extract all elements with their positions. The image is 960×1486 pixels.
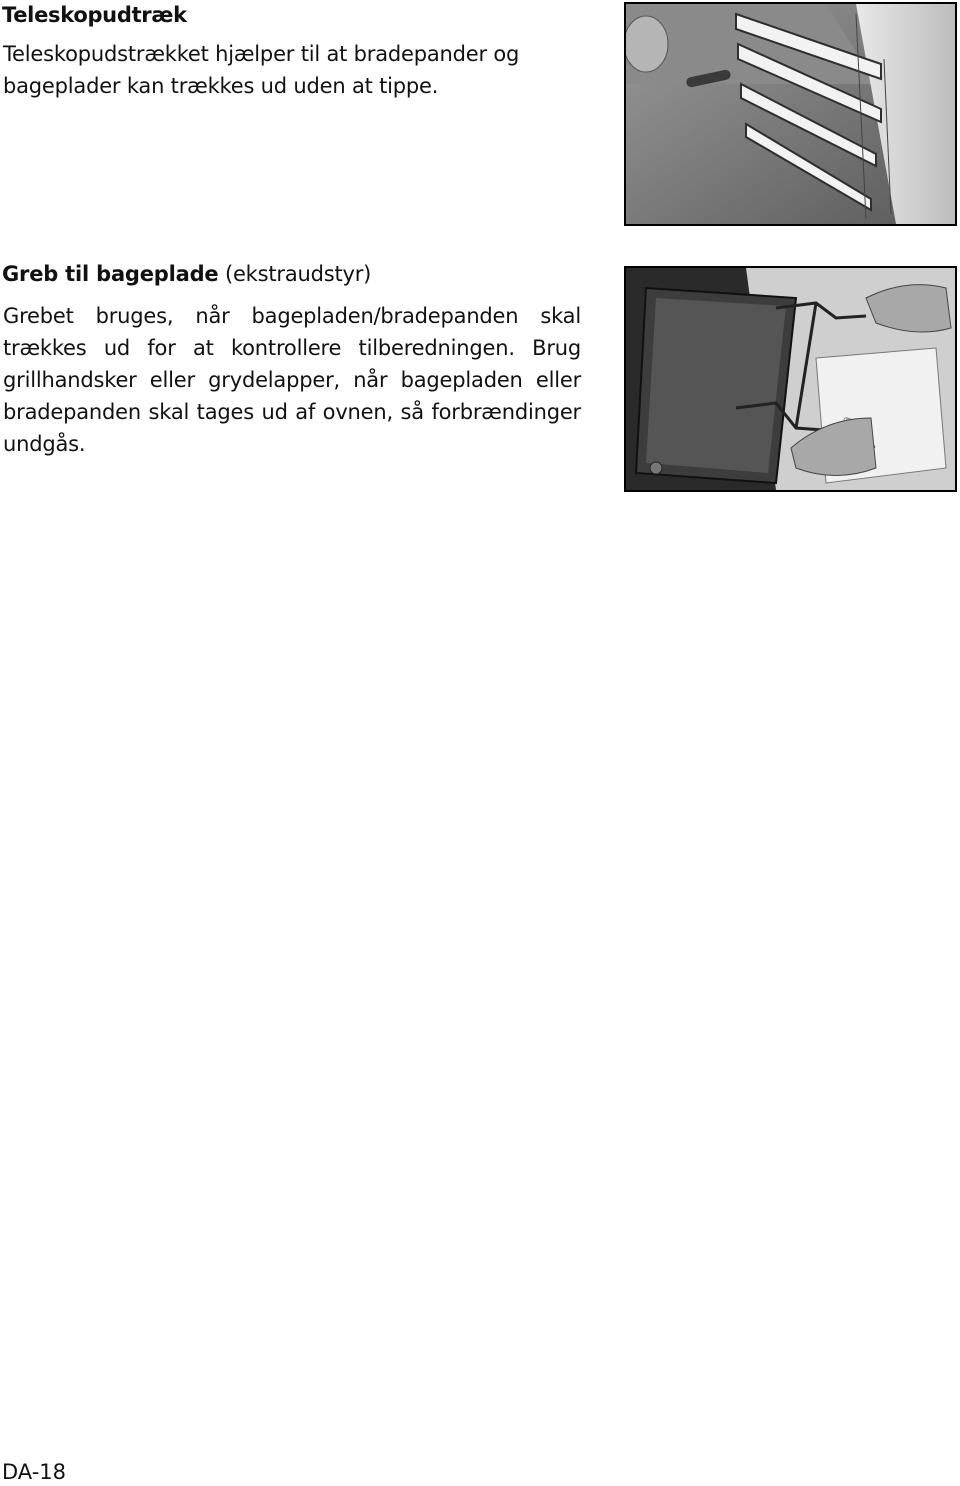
oven-runners-drawing bbox=[626, 4, 955, 224]
section-title-tray-handle-bold: Greb til bageplade bbox=[2, 262, 219, 286]
section-body-telescopic: Teleskopudstrækket hjælper til at bradepander og bageplader kan trækkes ud uden at tippe. bbox=[3, 42, 520, 98]
section-title-tray-handle bbox=[2, 258, 371, 290]
section-title-tray-handle-note: (ekstraudstyr) bbox=[218, 262, 372, 286]
oven-runners-illustration bbox=[624, 2, 957, 226]
section-title-telescopic: Teleskopudtræk bbox=[2, 3, 187, 27]
page-number: DA-18 bbox=[2, 1460, 67, 1484]
tray-handle-drawing bbox=[626, 268, 955, 490]
tray-handle-illustration bbox=[624, 266, 957, 492]
section-body-tray-handle: Grebet bruges, når bagepladen/bradepanden skal trækkes ud for at kontrollere tilberedningen. Brug grillhandsker eller grydelapper, når bagepladen eller bradepanden skal tages ud af ovnen, så forbrændinger undgås. bbox=[3, 304, 581, 456]
